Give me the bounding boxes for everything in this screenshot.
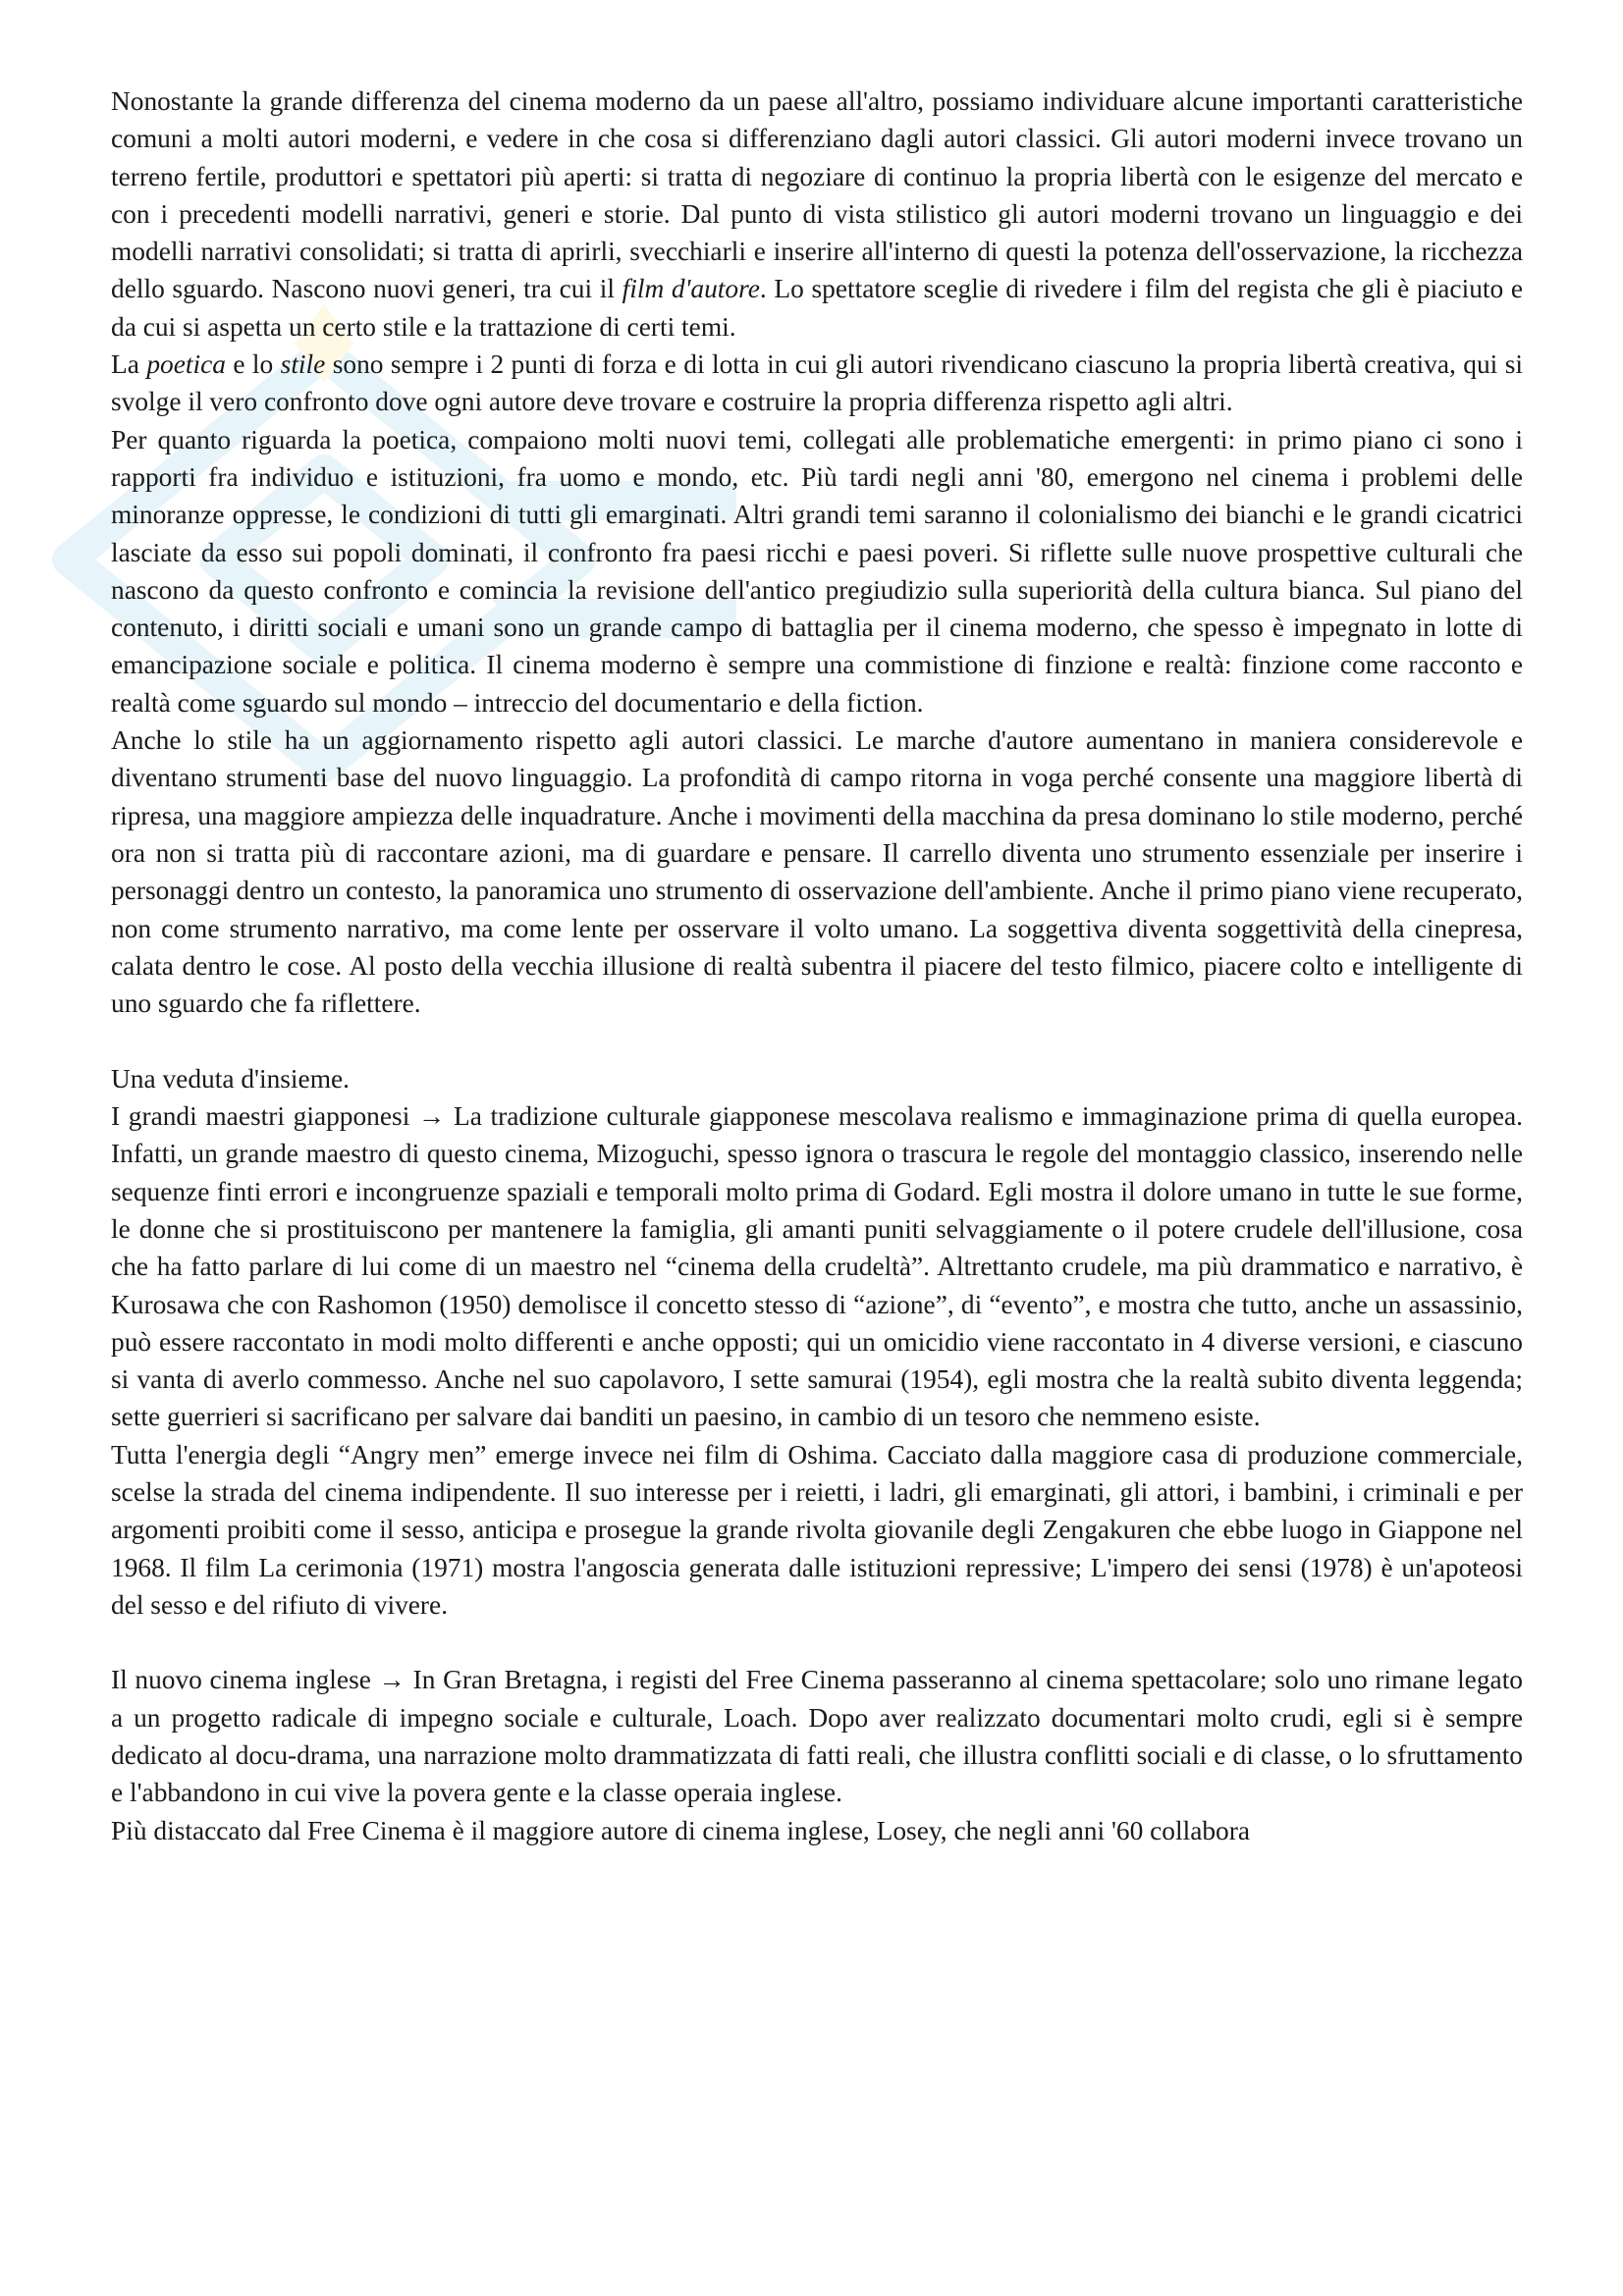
blank-line bbox=[111, 1022, 1523, 1059]
paragraph-text: sono sempre i 2 punti di forza e di lotta in cui gli autori rivendicano ciascuno la propria libertà creativa, qui si svolge il vero confronto dove ogni autore deve trovare e costruire la propria differenza rispetto agli altri. bbox=[111, 349, 1523, 417]
paragraph-stile: Anche lo stile ha un aggiornamento rispetto agli autori classici. Le marche d'autore aumentano in maniera considerevole e diventano strumenti base del nuovo linguaggio. La profondità di campo ritorna in voga perché consente una maggiore libertà di ripresa, una maggiore ampiezza delle inquadrature. Anche i movimenti della macchina da presa dominano lo stile moderno, perché ora non si tratta più di raccontare azioni, ma di guardare e pensare. Il carrello diventa uno strumento essenziale per inserire i personaggi dentro un contesto, la panoramica uno strumento di osservazione dell'ambiente. Anche il primo piano viene recuperato, non come strumento narrativo, ma come lente per osservare il volto umano. La soggettiva diventa soggettività della cinepresa, calata dentro le cose. Al posto della vecchia illusione di realtà subentra il piacere del testo filmico, piacere colto e intelligente di uno sguardo che fa riflettere. bbox=[111, 725, 1523, 1019]
paragraph-losey: Più distaccato dal Free Cinema è il maggiore autore di cinema inglese, Losey, che negli anni '60 collabora bbox=[111, 1815, 1251, 1845]
paragraph-inglese: Il nuovo cinema inglese → In Gran Bretagna, i registi del Free Cinema passeranno al cinema spettacolare; solo uno rimane legato a un progetto radicale di impegno sociale e culturale, Loach. Dopo aver realizzato documentari molto crudi, egli si è sempre dedicato al docu-drama, una narrazione molto drammatizzata di fatti reali, che illustra conflitti sociali e di classe, o lo sfruttamento e l'abbandono in cui vive la povera gente e la classe operaia inglese. bbox=[111, 1665, 1523, 1808]
italic-term: stile bbox=[280, 349, 326, 380]
blank-line bbox=[111, 1624, 1523, 1661]
paragraph-intro bbox=[111, 82, 1523, 346]
paragraph-text: . Lo spettatore sceglie di rivedere i film del regista che gli è piaciuto e da cui si aspetta un certo stile e la trattazione di certi temi. bbox=[111, 274, 1523, 342]
paragraph-giapponesi: I grandi maestri giapponesi → La tradizione culturale giapponese mescolava realismo e immaginazione prima di quella europea. Infatti, un grande maestro di questo cinema, Mizoguchi, spesso ignora o trascura le regole del montaggio classico, inserendo nelle sequenze finti errori e incongruenze spaziali e temporali molto prima di Godard. Egli mostra il dolore umano in tutte le sue forme, le donne che si prostituiscono per mantenere la famiglia, gli amanti puniti selvaggiamente o il potere crudele dell'illusione, cosa che ha fatto parlare di lui come di un maestro nel “cinema della crudeltà”. Altrettanto crudele, ma più drammatico e narrativo, è Kurosawa che con Rashomon (1950) demolisce il concetto stesso di “azione”, di “evento”, e mostra che tutto, anche un assassinio, può essere raccontato in modi molto differenti e anche opposti; qui un omicidio viene raccontato in 4 diverse versioni, e ciascuno si vanta di averlo commesso. Anche nel suo capolavoro, I sette samurai (1954), egli mostra che la realtà subito diventa leggenda; sette guerrieri si sacrificano per salvare dai banditi un paesino, in cambio di un tesoro che nemmeno esiste. bbox=[111, 1101, 1523, 1432]
italic-term: poetica bbox=[146, 349, 226, 380]
paragraph-text: e lo bbox=[225, 349, 281, 380]
document-body bbox=[111, 82, 1523, 1849]
paragraph-text: La bbox=[111, 349, 147, 380]
paragraph-poetica-stile bbox=[111, 346, 1523, 421]
paragraph-oshima: Tutta l'energia degli “Angry men” emerge invece nei film di Oshima. Cacciato dalla maggiore casa di produzione commerciale, scelse la strada del cinema indipendente. Il suo interesse per i reietti, i ladri, gli emarginati, gli attori, i bambini, i criminali e per argomenti proibiti come il sesso, anticipa e prosegue la grande rivolta giovanile degli Zengakuren che ebbe luogo in Giappone nel 1968. Il film La cerimonia (1971) mostra l'angoscia generata dalle istituzioni repressive; L'impero dei sensi (1978) è un'apoteosi del sesso e del rifiuto di vivere. bbox=[111, 1439, 1523, 1620]
paragraph-text: Nonostante la grande differenza del cinema moderno da un paese all'altro, possiamo individuare alcune importanti caratteristiche comuni a molti autori moderni, e vedere in che cosa si differenziano dagli autori classici. Gli autori moderni invece trovano un terreno fertile, produttori e spettatori più aperti: si tratta di negoziare di continuo la propria libertà con le esigenze del mercato e con i precedenti modelli narrativi, generi e storie. Dal punto di vista stilistico gli autori moderni trovano un linguaggio e dei modelli narrativi consolidati; si tratta di aprirli, svecchiarli e inserire all'interno di questi la potenza dell'osservazione, la ricchezza dello sguardo. Nascono nuovi generi, tra cui il bbox=[111, 86, 1523, 304]
paragraph-poetica: Per quanto riguarda la poetica, compaiono molti nuovi temi, collegati alle problematiche emergenti: in primo piano ci sono i rapporti fra individuo e istituzioni, fra uomo e mondo, etc. Più tardi negli anni '80, emergono nel cinema i problemi delle minoranze oppresse, le condizioni di tutti gli emarginati. Altri grandi temi saranno il colonialismo dei bianchi e le grandi cicatrici lasciate da esso sui popoli dominati, il confronto fra paesi ricchi e paesi poveri. Si riflette sulle nuove prospettive culturali che nascono da questo confronto e comincia la revisione dell'antico pregiudizio sulla superiorità della cultura bianca. Sul piano del contenuto, i diritti sociali e umani sono un grande campo di battaglia per il cinema moderno, che spesso è impegnato in lotte di emancipazione sociale e politica. Il cinema moderno è sempre una commistione di finzione e realtà: finzione come racconto e realtà come sguardo sul mondo – intreccio del documentario e della fiction. bbox=[111, 424, 1523, 718]
italic-term: film d'autore bbox=[622, 274, 760, 304]
section-heading: Una veduta d'insieme. bbox=[111, 1063, 351, 1094]
